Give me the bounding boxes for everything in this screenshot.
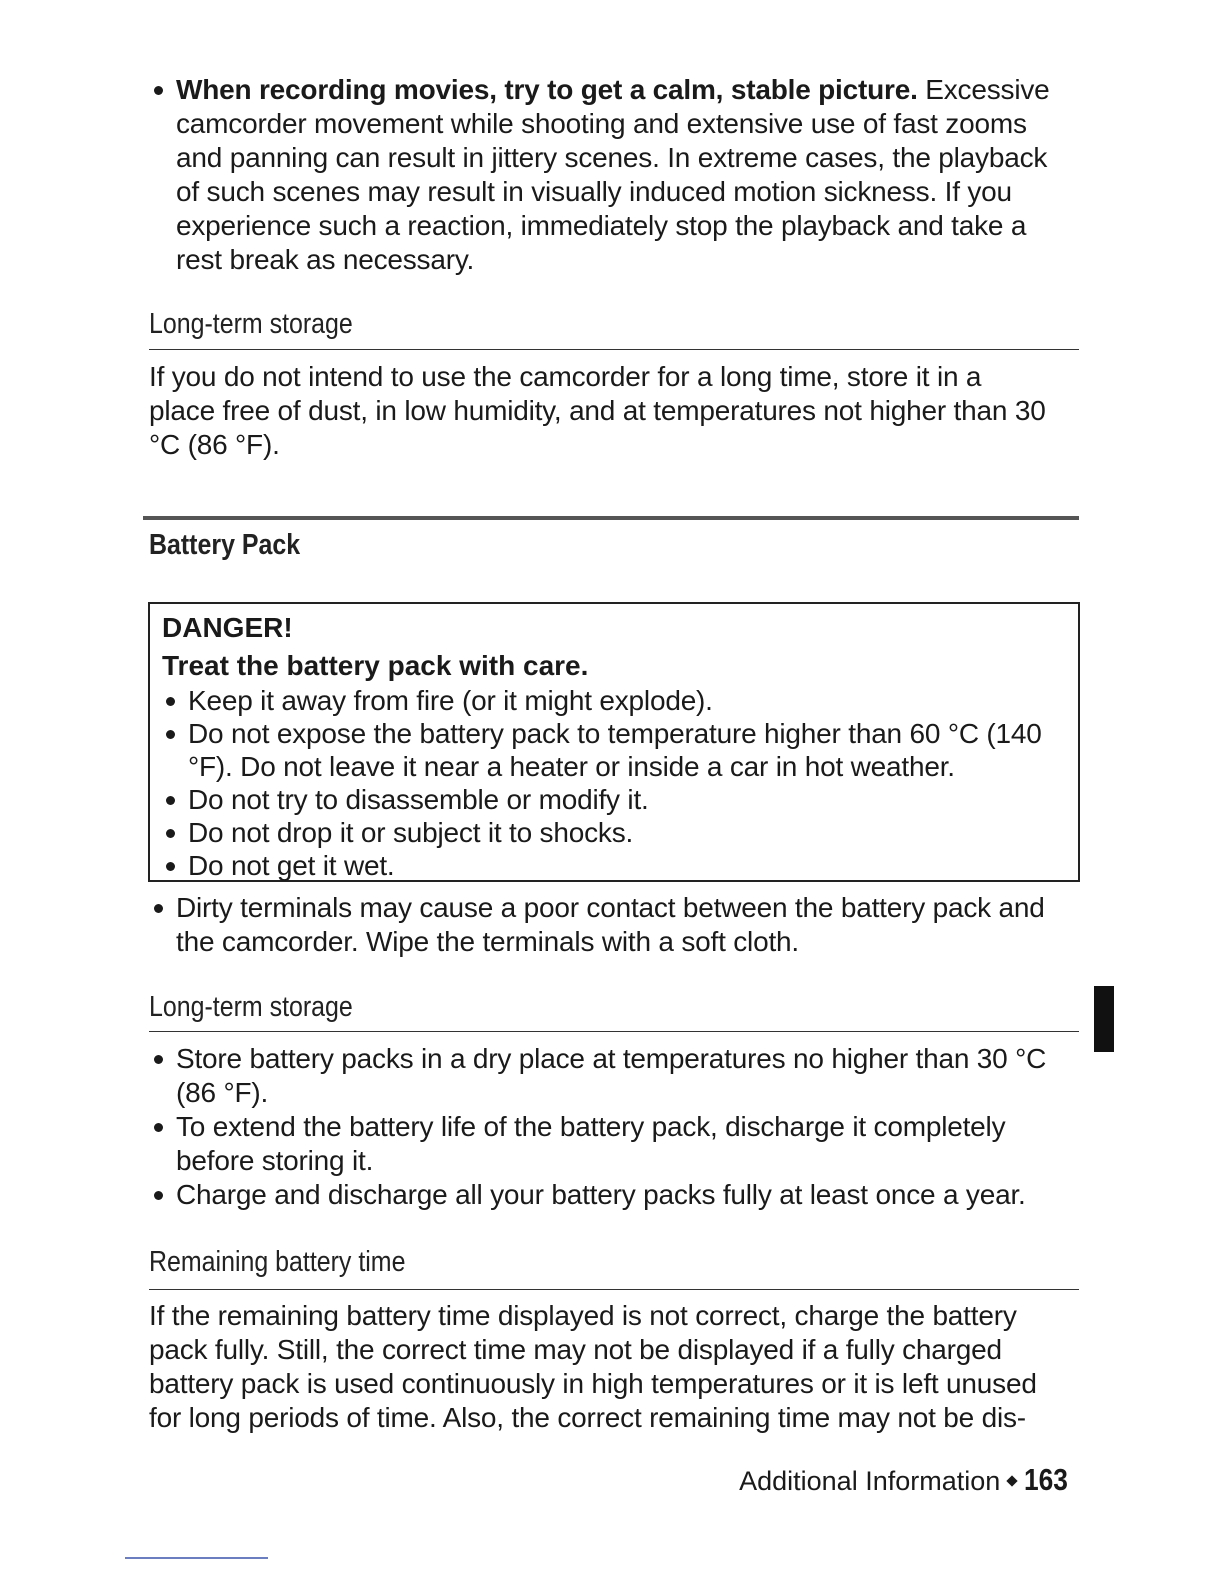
page-number: 163	[1024, 1462, 1069, 1497]
danger-list	[162, 684, 1042, 882]
list-item: Keep it away from fire (or it might explode).	[162, 684, 1042, 717]
diamond-icon	[1007, 1475, 1018, 1486]
footer-section-name: Additional Information	[739, 1466, 1001, 1496]
list-item: Charge and discharge all your battery packs fully at least once a year.	[149, 1178, 1074, 1212]
list-item: Dirty terminals may cause a poor contact between the battery pack and the camcorder. Wipe the terminals with a soft cloth.	[149, 891, 1074, 959]
terminals-note	[149, 891, 1074, 959]
remaining-heading-rule	[149, 1289, 1079, 1290]
battery-storage-rule	[149, 1031, 1079, 1032]
section-divider	[143, 516, 1079, 520]
storage-paragraph: If you do not intend to use the camcorder for a long time, store it in a place free of dust, in low humidity, and at temperatures not higher than 30 °C (86 °F).	[149, 361, 1046, 460]
danger-title: DANGER!	[162, 612, 293, 643]
page-footer	[739, 1462, 1076, 1499]
battery-storage-list	[149, 1042, 1074, 1212]
chapter-tab-marker	[1094, 986, 1114, 1052]
storage-heading: Long-term storage	[149, 308, 353, 340]
list-item: Do not try to disassemble or modify it.	[162, 783, 1042, 816]
danger-subtitle: Treat the battery pack with care.	[162, 650, 589, 681]
battery-storage-heading: Long-term storage	[149, 991, 353, 1023]
bottom-decorative-line	[125, 1557, 268, 1559]
remaining-paragraph: If the remaining battery time displayed is not correct, charge the battery pack fully. Still, the correct time may not be displayed if a fully charged battery pack is used continuously in high temperatures or it is left unused for long periods of time. Also, the correct remaining time may not be dis-	[149, 1300, 1037, 1433]
list-item: To extend the battery life of the battery pack, discharge it completely before storing it.	[149, 1110, 1074, 1178]
list-item: Do not get it wet.	[162, 849, 1042, 882]
list-item: Store battery packs in a dry place at temperatures no higher than 30 °C (86 °F).	[149, 1042, 1074, 1110]
remaining-heading: Remaining battery time	[149, 1246, 406, 1278]
intro-bold-text: When recording movies, try to get a calm, stable picture.	[176, 74, 918, 105]
list-item	[149, 73, 1074, 277]
storage-heading-rule	[149, 349, 1079, 350]
intro-paragraph	[149, 73, 1074, 277]
battery-pack-heading: Battery Pack	[149, 529, 301, 561]
danger-box	[148, 602, 1080, 882]
intro-text: Excessive camcorder movement while shooting and extensive use of fast zooms and panning can result in jittery scenes. In extreme cases, the playback of such scenes may result in visually induced motion sickness. If you experience such a reaction, immediately stop the playback and take a rest break as necessary.	[176, 74, 1050, 275]
list-item: Do not drop it or subject it to shocks.	[162, 816, 1042, 849]
list-item: Do not expose the battery pack to temperature higher than 60 °C (140 °F). Do not leave it near a heater or inside a car in hot weather.	[162, 717, 1042, 783]
